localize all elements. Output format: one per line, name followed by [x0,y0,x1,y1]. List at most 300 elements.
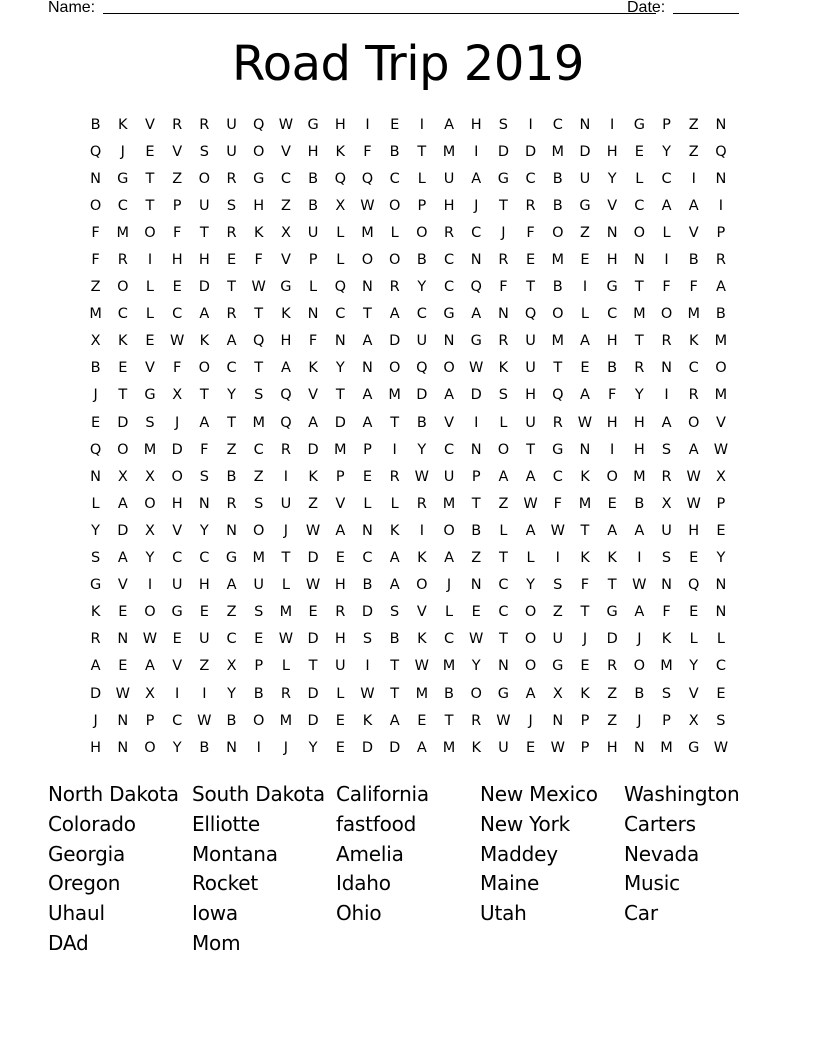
grid-letter[interactable]: K [90,604,101,621]
grid-letter[interactable]: B [362,577,373,594]
grid-letter[interactable]: A [634,604,645,621]
grid-letter[interactable]: T [118,387,128,404]
grid-letter[interactable]: M [442,739,456,756]
grid-letter[interactable]: B [552,197,563,214]
grid-letter[interactable]: F [363,143,372,160]
grid-letter[interactable]: X [117,468,128,485]
grid-letter[interactable]: G [552,441,564,458]
grid-letter[interactable]: V [715,414,726,431]
grid-letter[interactable]: C [634,197,645,214]
grid-letter[interactable]: E [607,495,617,512]
grid-letter[interactable]: I [419,522,424,539]
grid-letter[interactable]: X [661,495,672,512]
grid-letter[interactable]: W [360,685,375,702]
grid-letter[interactable]: P [335,468,345,485]
grid-letter[interactable]: H [443,197,455,214]
grid-letter[interactable]: A [607,522,618,539]
grid-letter[interactable]: C [335,306,346,323]
grid-letter[interactable]: E [226,252,237,269]
grid-letter[interactable]: T [526,441,536,458]
grid-letter[interactable]: N [362,522,373,539]
grid-letter[interactable]: C [715,658,726,675]
grid-letter[interactable]: H [606,333,618,350]
grid-letter[interactable]: N [579,116,591,133]
grid-letter[interactable]: K [580,550,590,567]
grid-letter[interactable]: B [444,685,454,702]
grid-letter[interactable]: P [363,441,372,458]
grid-letter[interactable]: N [443,333,455,350]
grid-letter[interactable]: C [471,224,482,241]
grid-letter[interactable]: N [606,224,618,241]
name-blank-line[interactable] [103,0,656,14]
grid-letter[interactable]: G [633,116,645,133]
grid-letter[interactable]: U [661,522,672,539]
grid-letter[interactable]: Q [552,387,564,404]
grid-letter[interactable]: R [335,604,346,621]
grid-letter[interactable]: Q [524,306,537,323]
grid-letter[interactable]: Z [226,604,237,621]
grid-letter[interactable]: O [416,224,428,241]
grid-letter[interactable]: U [443,468,455,485]
grid-letter[interactable]: F [172,224,182,241]
grid-letter[interactable]: U [253,577,265,594]
grid-letter[interactable]: G [606,279,618,296]
grid-letter[interactable]: I [637,550,642,567]
grid-letter[interactable]: F [91,252,100,269]
grid-letter[interactable]: Z [580,224,590,241]
grid-letter[interactable]: U [579,170,591,187]
grid-letter[interactable]: R [280,685,291,702]
grid-letter[interactable]: A [444,116,454,133]
grid-letter[interactable]: O [144,739,156,756]
grid-letter[interactable]: Q [361,170,374,187]
grid-letter[interactable]: C [498,604,509,621]
grid-letter[interactable]: R [471,712,482,729]
grid-letter[interactable]: A [117,550,128,567]
grid-letter[interactable]: N [579,441,591,458]
grid-letter[interactable]: J [175,414,180,431]
grid-letter[interactable]: N [334,333,346,350]
grid-letter[interactable]: G [89,577,102,594]
grid-letter[interactable]: T [335,387,345,404]
grid-letter[interactable]: F [662,604,671,621]
grid-letter[interactable]: H [198,577,210,594]
grid-letter[interactable]: N [117,631,129,648]
grid-letter[interactable]: K [253,224,264,241]
grid-letter[interactable]: K [308,360,318,377]
grid-letter[interactable]: S [254,604,264,621]
grid-letter[interactable]: C [226,360,237,377]
grid-letter[interactable]: D [171,441,183,458]
grid-letter[interactable]: C [443,252,455,269]
grid-letter[interactable]: W [305,522,321,539]
grid-letter[interactable]: O [443,522,455,539]
grid-letter[interactable]: M [415,685,429,702]
grid-letter[interactable]: T [634,333,644,350]
grid-letter[interactable]: S [226,197,237,214]
grid-letter[interactable]: U [199,197,210,214]
grid-letter[interactable]: B [226,712,237,729]
grid-letter[interactable]: R [661,468,672,485]
grid-letter[interactable]: L [281,658,290,675]
grid-letter[interactable]: H [633,414,645,431]
grid-letter[interactable]: F [607,387,617,404]
grid-letter[interactable]: N [90,468,102,485]
grid-letter[interactable]: E [716,522,726,539]
grid-letter[interactable]: S [362,631,373,648]
grid-letter[interactable]: T [498,550,508,567]
grid-letter[interactable]: F [254,252,263,269]
grid-letter[interactable]: B [308,197,319,214]
grid-letter[interactable]: A [308,414,319,431]
grid-letter[interactable]: W [197,712,212,729]
grid-letter[interactable]: U [226,116,237,133]
grid-letter[interactable]: H [606,143,618,160]
grid-letter[interactable]: B [552,170,563,187]
grid-letter[interactable]: N [661,577,672,594]
grid-letter[interactable]: D [307,441,319,458]
grid-letter[interactable]: L [336,685,345,702]
grid-letter[interactable]: C [552,116,563,133]
grid-letter[interactable]: V [172,143,183,160]
grid-letter[interactable]: A [715,279,726,296]
grid-letter[interactable]: N [497,306,509,323]
grid-letter[interactable]: V [308,387,319,404]
grid-letter[interactable]: Q [334,170,346,187]
grid-letter[interactable]: B [253,685,264,702]
grid-letter[interactable]: J [637,631,642,648]
grid-letter[interactable]: G [144,387,156,404]
grid-letter[interactable]: I [610,441,615,458]
grid-letter[interactable]: F [689,279,698,296]
grid-letter[interactable]: M [442,495,456,512]
grid-letter[interactable]: T [254,360,264,377]
grid-letter[interactable]: D [361,604,374,621]
grid-letter[interactable]: O [117,441,129,458]
grid-letter[interactable]: E [634,143,644,160]
grid-letter[interactable]: Y [417,441,427,458]
grid-letter[interactable]: O [144,224,156,241]
grid-letter[interactable]: B [389,631,400,648]
grid-letter[interactable]: A [389,306,400,323]
grid-letter[interactable]: C [117,197,128,214]
grid-letter[interactable]: M [279,712,293,729]
grid-letter[interactable]: A [90,658,101,675]
grid-letter[interactable]: K [335,143,346,160]
grid-letter[interactable]: O [552,306,564,323]
grid-letter[interactable]: U [525,360,536,377]
grid-letter[interactable]: L [281,577,290,594]
grid-letter[interactable]: C [607,306,618,323]
grid-letter[interactable]: A [226,333,237,350]
grid-letter[interactable]: Z [308,495,319,512]
grid-letter[interactable]: O [253,522,265,539]
grid-letter[interactable]: C [443,441,455,458]
grid-letter[interactable]: N [226,739,237,756]
grid-letter[interactable]: I [582,279,588,296]
grid-letter[interactable]: F [172,360,182,377]
grid-letter[interactable]: R [552,414,563,431]
grid-letter[interactable]: G [117,170,129,187]
grid-letter[interactable]: O [660,306,673,323]
grid-letter[interactable]: T [390,414,400,431]
grid-letter[interactable]: I [365,658,370,675]
grid-letter[interactable]: T [498,197,508,214]
grid-letter[interactable]: D [307,631,319,648]
grid-letter[interactable]: I [147,252,153,269]
grid-letter[interactable]: P [417,197,427,214]
grid-letter[interactable]: M [551,333,565,350]
grid-letter[interactable]: F [526,224,535,241]
grid-letter[interactable]: Z [471,550,482,567]
grid-letter[interactable]: R [199,116,210,133]
grid-letter[interactable]: C [280,170,291,187]
grid-letter[interactable]: F [308,333,318,350]
grid-letter[interactable]: L [336,252,345,269]
grid-letter[interactable]: O [198,360,211,377]
grid-letter[interactable]: Z [607,685,618,702]
grid-letter[interactable]: R [90,631,101,648]
grid-letter[interactable]: Q [253,116,265,133]
grid-letter[interactable]: X [226,658,237,675]
grid-letter[interactable]: W [713,739,729,756]
grid-letter[interactable]: M [279,604,293,621]
grid-letter[interactable]: M [252,550,265,567]
grid-letter[interactable]: C [199,550,210,567]
grid-letter[interactable]: E [308,604,318,621]
grid-letter[interactable]: A [661,197,672,214]
grid-letter[interactable]: U [498,739,509,756]
grid-letter[interactable]: E [145,143,155,160]
grid-letter[interactable]: P [254,658,264,675]
grid-letter[interactable]: A [661,414,672,431]
grid-letter[interactable]: N [470,252,482,269]
grid-letter[interactable]: S [254,387,264,404]
grid-letter[interactable]: S [199,143,209,160]
grid-letter[interactable]: O [89,197,102,214]
grid-letter[interactable]: J [446,577,452,594]
grid-letter[interactable]: B [308,170,319,187]
grid-letter[interactable]: K [308,468,318,485]
grid-letter[interactable]: U [552,631,564,648]
grid-letter[interactable]: G [688,739,700,756]
grid-letter[interactable]: F [662,279,671,296]
grid-letter[interactable]: K [118,333,128,350]
grid-letter[interactable]: K [118,116,128,133]
grid-letter[interactable]: H [606,414,618,431]
grid-letter[interactable]: I [147,577,153,594]
grid-letter[interactable]: A [525,685,536,702]
grid-letter[interactable]: Z [607,712,618,729]
grid-letter[interactable]: X [145,468,155,485]
grid-letter[interactable]: A [688,197,699,214]
grid-letter[interactable]: Q [253,333,265,350]
grid-letter[interactable]: P [716,495,726,512]
grid-letter[interactable]: O [388,197,401,214]
grid-letter[interactable]: J [528,712,533,729]
grid-letter[interactable]: Q [89,143,102,160]
grid-letter[interactable]: D [416,387,428,404]
grid-letter[interactable]: D [307,712,319,729]
grid-letter[interactable]: Z [498,495,509,512]
grid-letter[interactable]: W [414,468,430,485]
grid-letter[interactable]: T [580,522,590,539]
grid-letter[interactable]: C [443,279,455,296]
grid-letter[interactable]: T [227,279,236,296]
grid-letter[interactable]: I [419,116,424,133]
grid-letter[interactable]: H [171,495,183,512]
grid-letter[interactable]: Q [89,441,102,458]
grid-letter[interactable]: I [555,550,560,567]
grid-letter[interactable]: E [118,360,128,377]
grid-letter[interactable]: E [254,631,264,648]
grid-letter[interactable]: E [335,712,345,729]
grid-letter[interactable]: P [716,224,726,241]
grid-letter[interactable]: R [498,252,509,269]
grid-letter[interactable]: P [662,116,671,133]
grid-letter[interactable]: D [117,522,129,539]
grid-letter[interactable]: E [580,658,590,675]
grid-letter[interactable]: D [361,739,374,756]
grid-letter[interactable]: T [498,631,508,648]
grid-letter[interactable]: D [90,685,102,702]
grid-letter[interactable]: I [256,739,261,756]
grid-letter[interactable]: T [390,658,400,675]
grid-letter[interactable]: F [200,441,209,458]
grid-letter[interactable]: O [470,685,482,702]
grid-letter[interactable]: Q [334,279,346,296]
grid-letter[interactable]: U [280,495,292,512]
grid-letter[interactable]: M [633,468,646,485]
grid-letter[interactable]: H [90,739,102,756]
grid-letter[interactable]: X [145,522,155,539]
grid-letter[interactable]: C [688,360,699,377]
grid-letter[interactable]: Y [716,550,726,567]
grid-letter[interactable]: I [392,441,397,458]
grid-letter[interactable]: E [118,604,128,621]
grid-letter[interactable]: A [280,360,291,377]
grid-letter[interactable]: X [90,333,101,350]
grid-letter[interactable]: R [389,468,400,485]
grid-letter[interactable]: D [497,143,509,160]
grid-letter[interactable]: R [117,252,128,269]
grid-letter[interactable]: A [498,468,509,485]
grid-letter[interactable]: A [362,387,373,404]
grid-letter[interactable]: V [607,197,618,214]
grid-letter[interactable]: C [389,170,400,187]
grid-letter[interactable]: D [389,333,401,350]
grid-letter[interactable]: A [634,522,645,539]
grid-letter[interactable]: A [471,306,482,323]
grid-letter[interactable]: I [664,387,669,404]
grid-letter[interactable]: R [525,197,536,214]
grid-letter[interactable]: D [307,550,319,567]
grid-letter[interactable]: X [552,685,563,702]
grid-letter[interactable]: T [281,550,291,567]
grid-letter[interactable]: Z [172,170,183,187]
grid-letter[interactable]: C [525,170,536,187]
grid-letter[interactable]: A [226,577,237,594]
grid-letter[interactable]: R [443,224,455,241]
grid-letter[interactable]: T [308,658,318,675]
grid-letter[interactable]: M [89,306,102,323]
grid-letter[interactable]: K [417,550,427,567]
grid-letter[interactable]: C [253,441,264,458]
grid-letter[interactable]: N [226,522,237,539]
grid-letter[interactable]: P [580,739,590,756]
grid-letter[interactable]: A [444,387,454,404]
grid-letter[interactable]: R [226,170,237,187]
grid-letter[interactable]: R [688,387,699,404]
grid-letter[interactable]: T [526,279,536,296]
grid-letter[interactable]: P [308,252,318,269]
grid-letter[interactable]: S [145,414,155,431]
grid-letter[interactable]: W [523,495,538,512]
grid-letter[interactable]: L [580,306,590,323]
grid-letter[interactable]: A [362,414,373,431]
grid-letter[interactable]: Q [280,414,292,431]
grid-letter[interactable]: J [120,143,125,160]
grid-letter[interactable]: A [335,522,346,539]
grid-letter[interactable]: K [661,631,672,648]
grid-letter[interactable]: M [660,658,673,675]
grid-letter[interactable]: U [443,170,455,187]
grid-letter[interactable]: T [145,197,155,214]
grid-letter[interactable]: H [334,577,346,594]
grid-letter[interactable]: B [90,360,101,377]
grid-letter[interactable]: V [444,414,454,431]
grid-letter[interactable]: Y [199,522,209,539]
grid-letter[interactable]: O [497,441,510,458]
grid-letter[interactable]: T [254,306,264,323]
grid-letter[interactable]: A [199,414,210,431]
grid-letter[interactable]: A [525,468,536,485]
grid-letter[interactable]: F [499,279,508,296]
grid-letter[interactable]: P [172,197,182,214]
grid-letter[interactable]: M [687,306,700,323]
grid-letter[interactable]: D [307,685,319,702]
grid-letter[interactable]: J [283,739,289,756]
grid-letter[interactable]: M [116,224,130,241]
grid-letter[interactable]: O [144,495,156,512]
grid-letter[interactable]: W [550,739,565,756]
grid-letter[interactable]: W [632,577,647,594]
grid-letter[interactable]: K [498,360,509,377]
grid-letter[interactable]: B [226,468,237,485]
grid-letter[interactable]: Q [416,360,428,377]
grid-letter[interactable]: Z [253,468,264,485]
grid-letter[interactable]: I [691,170,696,187]
grid-letter[interactable]: D [117,414,129,431]
grid-letter[interactable]: L [499,522,508,539]
grid-letter[interactable]: A [362,333,373,350]
grid-letter[interactable]: Y [335,360,345,377]
grid-letter[interactable]: Y [91,522,101,539]
grid-letter[interactable]: A [688,441,699,458]
grid-letter[interactable]: U [525,414,536,431]
grid-letter[interactable]: E [580,252,590,269]
grid-letter[interactable]: R [389,279,400,296]
grid-letter[interactable]: W [414,658,430,675]
grid-letter[interactable]: T [634,279,644,296]
grid-letter[interactable]: N [90,170,102,187]
grid-letter[interactable]: Y [308,739,318,756]
grid-letter[interactable]: I [202,685,207,702]
grid-letter[interactable]: Y [662,143,671,160]
grid-letter[interactable]: V [280,143,291,160]
grid-letter[interactable]: N [661,360,672,377]
grid-letter[interactable]: U [307,224,319,241]
